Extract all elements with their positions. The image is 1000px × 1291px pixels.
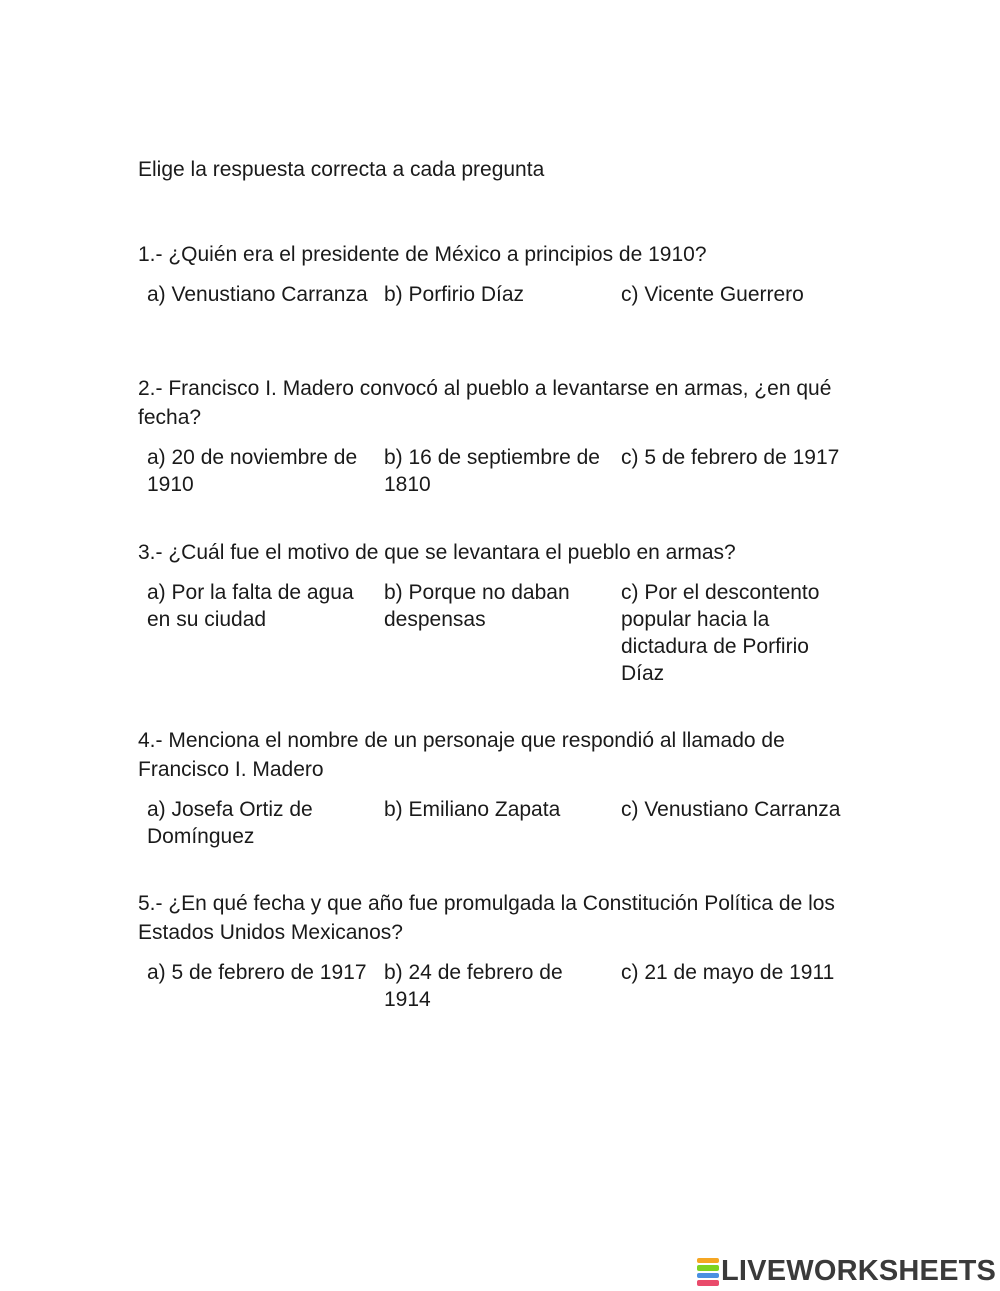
options (147, 959, 858, 1013)
question-3 (138, 538, 858, 687)
option-a[interactable]: a) Venustiano Carranza (147, 283, 368, 306)
option-b[interactable]: b) Emiliano Zapata (384, 798, 561, 821)
option-c[interactable]: c) Vicente Guerrero (621, 283, 804, 306)
option-b[interactable]: b) Porfirio Díaz (384, 283, 525, 306)
instructions: Elige la respuesta correcta a cada pregunta (138, 158, 545, 181)
options (147, 796, 858, 850)
option-c[interactable]: c) Venustiano Carranza (621, 798, 841, 821)
option-b[interactable]: b) 16 de septiembre de 1810 (384, 446, 600, 496)
logo-text: LIVEWORKSHEETS (721, 1255, 997, 1287)
question-5 (138, 889, 858, 1013)
options (147, 579, 858, 687)
logo-mark-icon (697, 1257, 719, 1287)
question-text: 2.- Francisco I. Madero convocó al pueblo a levantarse en armas, ¿en qué fecha? (138, 377, 832, 429)
logo-block (697, 1280, 719, 1286)
liveworksheets-logo (697, 1255, 996, 1288)
option-c[interactable]: c) 5 de febrero de 1917 (621, 446, 840, 469)
options (147, 444, 858, 498)
option-b[interactable]: b) Porque no daban despensas (384, 581, 570, 631)
question-4 (138, 726, 858, 850)
option-a[interactable]: a) 20 de noviembre de 1910 (147, 446, 358, 496)
question-1 (138, 240, 858, 308)
option-a[interactable]: a) Por la falta de agua en su ciudad (147, 581, 354, 631)
question-text: 3.- ¿Cuál fue el motivo de que se levantara el pueblo en armas? (138, 541, 736, 564)
question-text: 1.- ¿Quién era el presidente de México a principios de 1910? (138, 243, 707, 266)
logo-block (697, 1258, 719, 1264)
option-b[interactable]: b) 24 de febrero de 1914 (384, 961, 563, 1011)
option-c[interactable]: c) Por el descontento popular hacia la dictadura de Porfirio Díaz (621, 581, 820, 685)
option-a[interactable]: a) 5 de febrero de 1917 (147, 961, 367, 984)
option-a[interactable]: a) Josefa Ortiz de Domínguez (147, 798, 313, 848)
question-2 (138, 374, 858, 498)
options (147, 281, 858, 308)
question-text: 5.- ¿En qué fecha y que año fue promulgada la Constitución Política de los Estados Unidos Mexicanos? (138, 892, 835, 944)
logo-block (697, 1273, 719, 1279)
logo-block (697, 1265, 719, 1271)
question-text: 4.- Menciona el nombre de un personaje que respondió al llamado de Francisco I. Madero (138, 729, 785, 781)
option-c[interactable]: c) 21 de mayo de 1911 (621, 961, 835, 984)
